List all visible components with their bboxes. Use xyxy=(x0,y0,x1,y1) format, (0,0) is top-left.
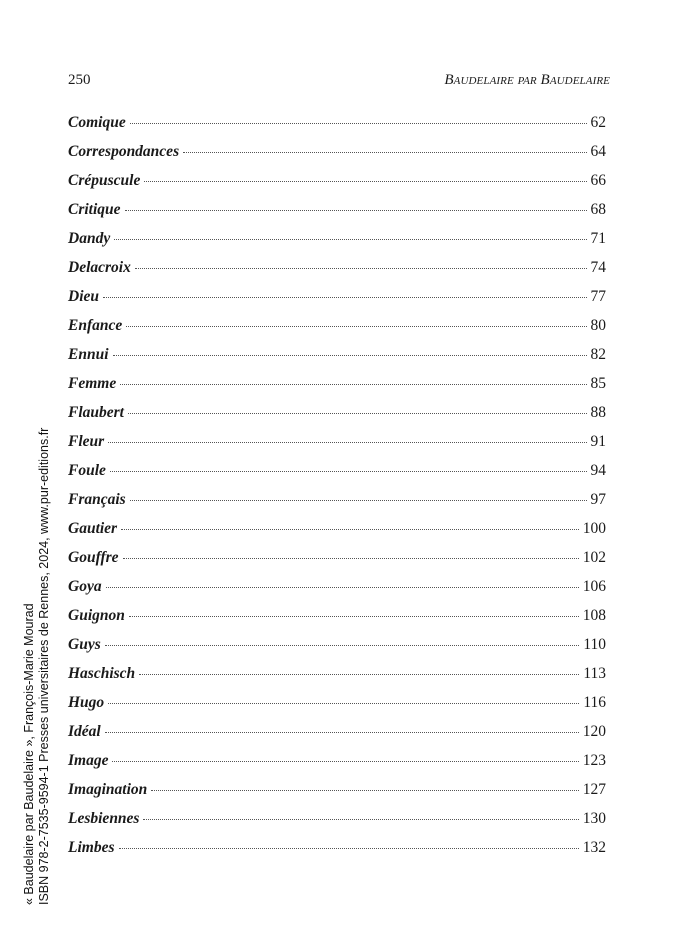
toc-entry-page: 88 xyxy=(590,404,606,421)
toc-entry xyxy=(68,346,606,375)
toc-leader-dots xyxy=(114,238,586,240)
toc-leader-dots xyxy=(106,586,579,588)
toc-entry-title: Limbes xyxy=(68,839,115,856)
toc-leader-dots xyxy=(105,644,580,646)
toc-entry xyxy=(68,723,606,752)
toc-leader-dots xyxy=(112,760,578,762)
toc-leader-dots xyxy=(128,412,587,414)
toc-entry xyxy=(68,607,606,636)
toc-leader-dots xyxy=(139,673,579,675)
toc-entry xyxy=(68,520,606,549)
toc-entry-title: Hugo xyxy=(68,694,105,711)
toc-leader-dots xyxy=(103,296,587,298)
toc-entry xyxy=(68,810,606,839)
toc-entry-page: 106 xyxy=(582,578,606,595)
toc-entry-page: 66 xyxy=(590,172,606,189)
toc-entry-page: 77 xyxy=(590,288,606,305)
toc-leader-dots xyxy=(123,557,579,559)
toc-entry-page: 123 xyxy=(582,752,606,769)
toc-entry-page: 74 xyxy=(590,259,606,276)
toc-leader-dots xyxy=(143,818,578,820)
toc-entry-title: Dandy xyxy=(68,230,111,247)
toc-entry-page: 71 xyxy=(590,230,606,247)
toc-entry xyxy=(68,433,606,462)
running-head: Baudelaire par Baudelaire xyxy=(444,72,610,88)
toc-entry-title: Comique xyxy=(68,114,126,131)
toc-entry-page: 127 xyxy=(582,781,606,798)
toc-leader-dots xyxy=(183,151,586,153)
toc-entry-page: 64 xyxy=(590,143,606,160)
toc-entry-title: Foule xyxy=(68,462,106,479)
page-header xyxy=(68,72,610,92)
table-of-contents xyxy=(68,114,606,868)
toc-entry-title: Guys xyxy=(68,636,101,653)
toc-entry xyxy=(68,781,606,810)
side-credit-line-1: « Baudelaire par Baudelaire », François-Marie Mourad xyxy=(22,603,36,905)
toc-entry-title: Femme xyxy=(68,375,117,392)
toc-entry-title: Crépuscule xyxy=(68,172,141,189)
toc-entry-page: 80 xyxy=(590,317,606,334)
toc-entry xyxy=(68,491,606,520)
page-number: 250 xyxy=(68,72,91,88)
toc-entry-title: Enfance xyxy=(68,317,123,334)
toc-entry xyxy=(68,230,606,259)
toc-leader-dots xyxy=(105,731,579,733)
toc-entry-title: Idéal xyxy=(68,723,101,740)
side-credit-line-2: ISBN 978-2-7535-9594-1 Presses universitaires de Rennes, 2024, www.pur-editions.fr xyxy=(37,427,51,905)
toc-entry-title: Flaubert xyxy=(68,404,124,421)
toc-entry-page: 94 xyxy=(590,462,606,479)
toc-entry-page: 91 xyxy=(590,433,606,450)
toc-entry xyxy=(68,114,606,143)
toc-leader-dots xyxy=(113,354,587,356)
toc-entry-page: 100 xyxy=(582,520,606,537)
toc-entry xyxy=(68,636,606,665)
toc-entry xyxy=(68,549,606,578)
toc-entry-title: Gouffre xyxy=(68,549,119,566)
toc-entry-title: Haschisch xyxy=(68,665,136,682)
toc-entry-title: Critique xyxy=(68,201,121,218)
toc-leader-dots xyxy=(129,615,579,617)
toc-entry xyxy=(68,375,606,404)
toc-leader-dots xyxy=(125,209,587,211)
toc-entry-page: 108 xyxy=(582,607,606,624)
side-credit xyxy=(22,428,52,905)
toc-leader-dots xyxy=(151,789,579,791)
toc-entry xyxy=(68,462,606,491)
toc-entry-title: Lesbiennes xyxy=(68,810,140,827)
toc-entry-title: Image xyxy=(68,752,109,769)
toc-entry-page: 102 xyxy=(582,549,606,566)
toc-leader-dots xyxy=(121,528,579,530)
toc-leader-dots xyxy=(130,499,587,501)
toc-leader-dots xyxy=(108,702,579,704)
toc-entry xyxy=(68,752,606,781)
toc-entry-title: Ennui xyxy=(68,346,109,363)
toc-entry xyxy=(68,143,606,172)
toc-entry-page: 68 xyxy=(590,201,606,218)
toc-entry-title: Fleur xyxy=(68,433,105,450)
toc-entry xyxy=(68,578,606,607)
toc-entry xyxy=(68,259,606,288)
toc-entry-page: 116 xyxy=(583,694,606,711)
toc-entry-page: 62 xyxy=(590,114,606,131)
toc-entry-page: 130 xyxy=(582,810,606,827)
toc-leader-dots xyxy=(110,470,587,472)
toc-entry-title: Goya xyxy=(68,578,102,595)
toc-entry xyxy=(68,665,606,694)
toc-entry xyxy=(68,694,606,723)
toc-entry-title: Français xyxy=(68,491,126,508)
toc-leader-dots xyxy=(130,122,587,124)
toc-leader-dots xyxy=(135,267,587,269)
toc-entry-title: Delacroix xyxy=(68,259,131,276)
toc-entry-page: 113 xyxy=(583,665,606,682)
toc-entry-page: 120 xyxy=(582,723,606,740)
toc-entry-page: 85 xyxy=(590,375,606,392)
toc-entry-page: 132 xyxy=(582,839,606,856)
toc-entry-title: Imagination xyxy=(68,781,148,798)
toc-entry xyxy=(68,317,606,346)
toc-leader-dots xyxy=(120,383,586,385)
toc-leader-dots xyxy=(126,325,586,327)
toc-entry-title: Guignon xyxy=(68,607,125,624)
toc-entry-page: 110 xyxy=(583,636,606,653)
toc-entry xyxy=(68,839,606,868)
toc-entry xyxy=(68,201,606,230)
toc-leader-dots xyxy=(119,847,579,849)
toc-entry-title: Gautier xyxy=(68,520,118,537)
toc-entry xyxy=(68,172,606,201)
toc-entry-title: Dieu xyxy=(68,288,99,305)
toc-entry xyxy=(68,288,606,317)
toc-leader-dots xyxy=(144,180,586,182)
toc-entry-page: 82 xyxy=(590,346,606,363)
toc-leader-dots xyxy=(108,441,586,443)
toc-entry-title: Correspondances xyxy=(68,143,180,160)
toc-entry-page: 97 xyxy=(590,491,606,508)
toc-entry xyxy=(68,404,606,433)
